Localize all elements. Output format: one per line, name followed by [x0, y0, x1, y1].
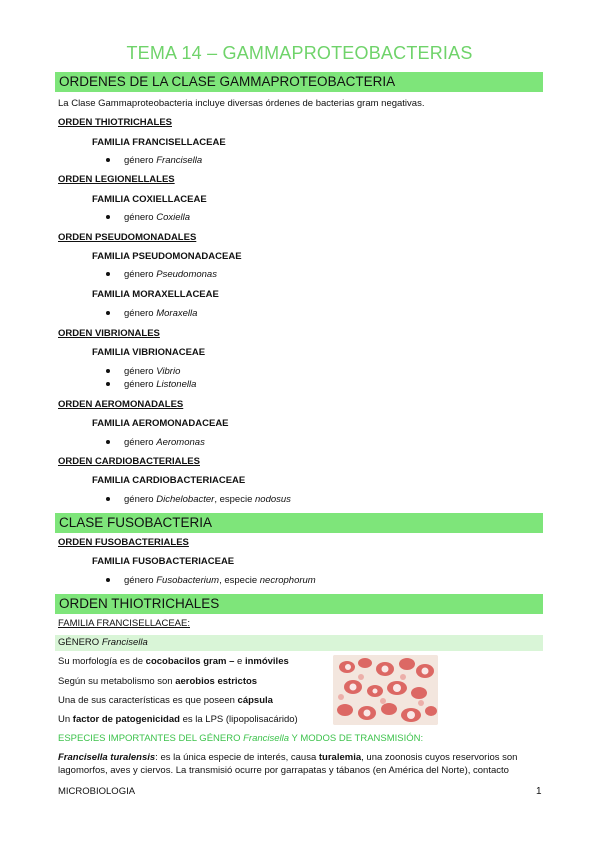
genus-item: género Coxiella: [124, 212, 191, 223]
property-morphology: Su morfología es de cocobacilos gram – e inmóviles: [58, 656, 289, 667]
page-title: TEMA 14 – GAMMAPROTEOBACTERIAS: [126, 43, 473, 63]
property-capsule: Una de sus características es que poseen cápsula: [58, 695, 273, 706]
intro-text: La Clase Gammaproteobacteria incluye diversas órdenes de bacterias gram negativas.: [58, 98, 425, 109]
order-vibrionales: ORDEN VIBRIONALES: [58, 328, 160, 339]
order-legionellales: ORDEN LEGIONELLALES: [58, 174, 175, 185]
family-aeromonadaceae: FAMILIA AEROMONADACEAE: [92, 418, 229, 429]
genus-subheading: GÉNERO Francisella: [55, 635, 543, 651]
species-heading: ESPECIES IMPORTANTES DEL GÉNERO Francisella Y MODOS DE TRANSMISIÓN:: [58, 733, 424, 744]
bullet-icon: [106, 578, 110, 582]
order-thiotrichales: ORDEN THIOTRICHALES: [58, 117, 172, 128]
family-moraxellaceae: FAMILIA MORAXELLACEAE: [92, 289, 219, 300]
section-heading-fusobacteria: CLASE FUSOBACTERIA: [55, 513, 543, 533]
genus-item: género Pseudomonas: [124, 269, 217, 280]
bullet-icon: [106, 158, 110, 162]
order-cardiobacteriales: ORDEN CARDIOBACTERIALES: [58, 456, 200, 467]
family-fusobacteriaceae: FAMILIA FUSOBACTERIACEAE: [92, 556, 235, 567]
family-cardiobacteriaceae: FAMILIA CARDIOBACTERIACEAE: [92, 475, 246, 486]
section-heading-thiotrichales: ORDEN THIOTRICHALES: [55, 594, 543, 614]
page-number: 1: [536, 786, 542, 797]
bullet-icon: [106, 382, 110, 386]
genus-item: género Listonella: [124, 379, 197, 390]
bullet-icon: [106, 440, 110, 444]
bullet-icon: [106, 272, 110, 276]
family-coxiellaceae: FAMILIA COXIELLACEAE: [92, 194, 207, 205]
bullet-icon: [106, 497, 110, 501]
genus-item: género Vibrio: [124, 366, 181, 377]
family-francisellaceae: FAMILIA FRANCISELLACEAE: [92, 137, 226, 148]
genus-item: género Aeromonas: [124, 437, 205, 448]
genus-item: género Francisella: [124, 155, 203, 166]
genus-item: género Moraxella: [124, 308, 198, 319]
property-metabolism: Según su metabolismo son aerobios estrictos: [58, 676, 258, 687]
order-fusobacteriales: ORDEN FUSOBACTERIALES: [58, 537, 189, 548]
property-pathogenicity: Un factor de patogenicidad es la LPS (lipopolisacárido): [58, 714, 298, 725]
order-pseudomonadales: ORDEN PSEUDOMONADALES: [58, 232, 197, 243]
species-paragraph: Francisella turalensis: es la única especie de interés, causa turalemia, una zoonosis cuyos reservorios son lagomorfos, aves y ciervos. La transmisió ocurre por garrapatas y tábanos (en América del Norte), contacto: [58, 752, 518, 776]
genus-item: género Fusobacterium, especie necrophorum: [124, 575, 316, 586]
genus-item: género Dichelobacter, especie nodosus: [124, 494, 291, 505]
footer-subject: MICROBIOLOGIA: [58, 786, 136, 797]
section-heading-orders: ORDENES DE LA CLASE GAMMAPROTEOBACTERIA: [55, 72, 543, 92]
family-subheading: FAMILIA FRANCISELLACEAE:: [58, 618, 190, 629]
family-pseudomonadaceae: FAMILIA PSEUDOMONADACEAE: [92, 251, 242, 262]
family-vibrionaceae: FAMILIA VIBRIONACEAE: [92, 347, 206, 358]
bacteria-micrograph-image: [333, 655, 438, 725]
bullet-icon: [106, 369, 110, 373]
bullet-icon: [106, 215, 110, 219]
order-aeromonadales: ORDEN AEROMONADALES: [58, 399, 184, 410]
bullet-icon: [106, 311, 110, 315]
